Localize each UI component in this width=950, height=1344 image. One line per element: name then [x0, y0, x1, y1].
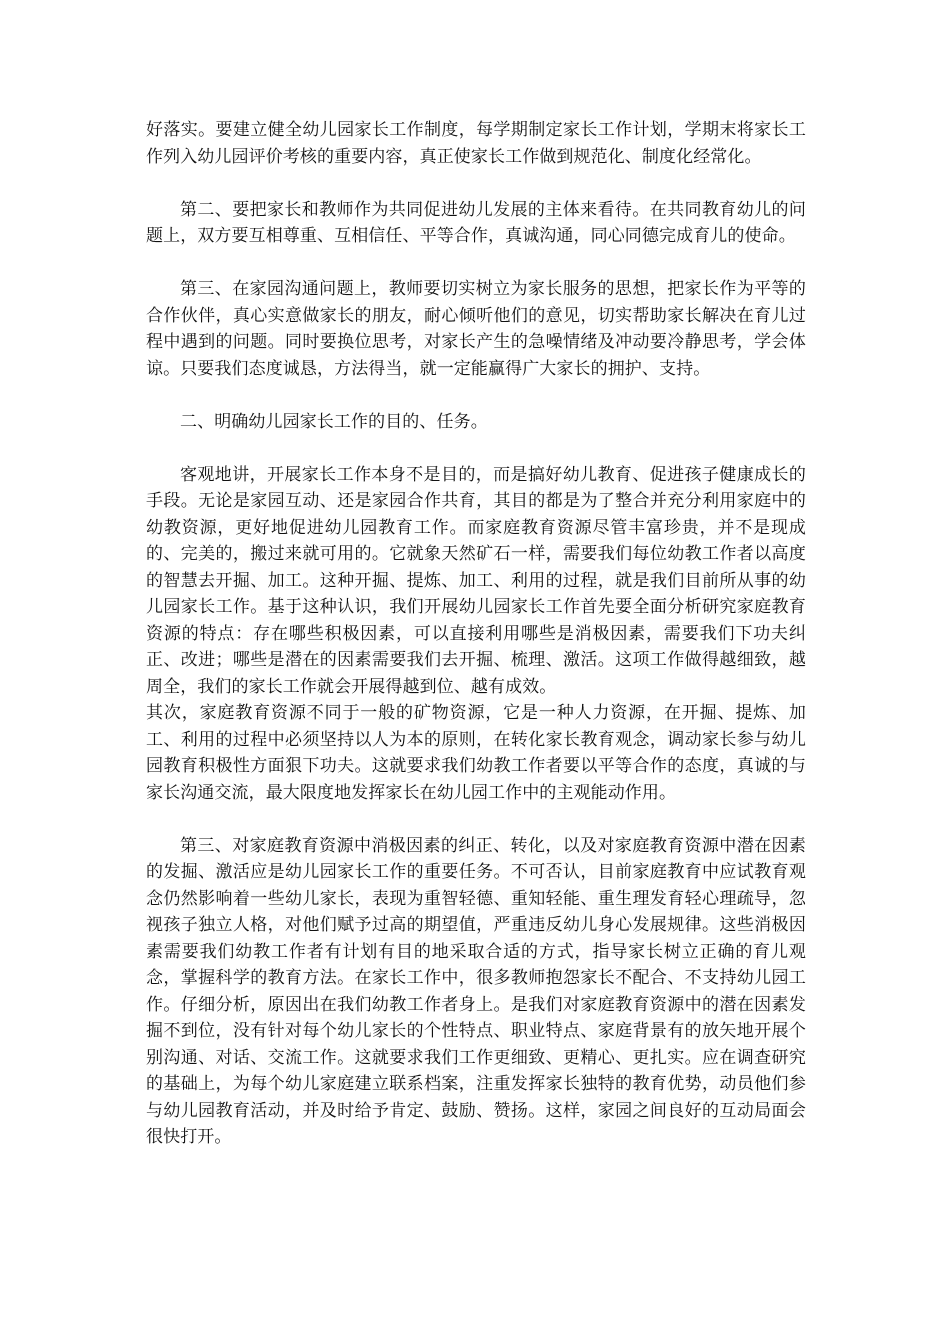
section-heading-two: 二、明确幼儿园家长工作的目的、任务。: [180, 411, 488, 432]
paragraph-secondly: 其次，家庭教育资源不同于一般的矿物资源，它是一种人力资源，在开掘、提炼、加工、利用的过程中必须坚持以人为本的原则，在转化家长教育观念，调动家长参与幼儿园教育积极性方面狠下功夫。这就要求我们幼教工作者要以平等合作的态度，真诚的与家长沟通交流，最大限度地发挥家长在幼儿园工作中的主观能动作用。: [146, 703, 806, 803]
paragraph-third-task: 第三、对家庭教育资源中消极因素的纠正、转化，以及对家庭教育资源中潜在因素的发掘、激活应是幼儿园家长工作的重要任务。不可否认，目前家庭教育中应试教育观念仍然影响着一些幼儿家长，表现为重智轻德、重知轻能、重生理发育轻心理疏导，忽视孩子独立人格，对他们赋予过高的期望值，严重违反幼儿身心发展规律。这些消极因素需要我们幼教工作者有计划有目的地采取合适的方式，指导家长树立正确的育儿观念，掌握科学的教育方法。在家长工作中，很多教师抱怨家长不配合、不支持幼儿园工作。仔细分析，原因出在我们幼教工作者身上。是我们对家庭教育资源中的潜在因素发掘不到位，没有针对每个幼儿家长的个性特点、职业特点、家庭背景有的放矢地开展个别沟通、对话、交流工作。这就要求我们工作更细致、更精心、更扎实。应在调查研究的基础上，为每个幼儿家庭建立联系档案，注重发挥家长独特的教育优势，动员他们参与幼儿园教育活动，并及时给予肯定、鼓励、赞扬。这样，家园之间良好的互动局面会很快打开。: [146, 835, 806, 1147]
paragraph-third-point: 第三、在家园沟通问题上，教师要切实树立为家长服务的思想，把家长作为平等的合作伙伴，真心实意做家长的朋友，耐心倾听他们的意见，切实帮助家长解决在育儿过程中遇到的问题。同时要换位思考，对家长产生的急噪情绪及冲动要冷静思考，学会体谅。只要我们态度诚恳，方法得当，就一定能赢得广大家长的拥护、支持。: [146, 279, 806, 379]
paragraph-continuation: 好落实。要建立健全幼儿园家长工作制度，每学期制定家长工作计划，学期末将家长工作列入幼儿园评价考核的重要内容，真正使家长工作做到规范化、制度化经常化。: [146, 120, 806, 167]
paragraph-second-point: 第二、要把家长和教师作为共同促进幼儿发展的主体来看待。在共同教育幼儿的问题上，双方要互相尊重、互相信任、平等合作，真诚沟通，同心同德完成育儿的使命。: [146, 199, 806, 246]
document-body: [146, 117, 806, 1177]
paragraph-objective: 客观地讲，开展家长工作本身不是目的，而是搞好幼儿教育、促进孩子健康成长的手段。无论是家园互动、还是家园合作共育，其目的都是为了整合并充分利用家庭中的幼教资源，更好地促进幼儿园教育工作。而家庭教育资源尽管丰富珍贵，并不是现成的、完美的，搬过来就可用的。它就象天然矿石一样，需要我们每位幼教工作者以高度的智慧去开掘、加工。这种开掘、提炼、加工、利用的过程，就是我们目前所从事的幼儿园家长工作。基于这种认识，我们开展幼儿园家长工作首先要全面分析研究家庭教育资源的特点：存在哪些积极因素，可以直接利用哪些是消极因素，需要我们下功夫纠正、改进；哪些是潜在的因素需要我们去开掘、梳理、激活。这项工作做得越细致，越周全，我们的家长工作就会开展得越到位、越有成效。: [146, 464, 806, 697]
